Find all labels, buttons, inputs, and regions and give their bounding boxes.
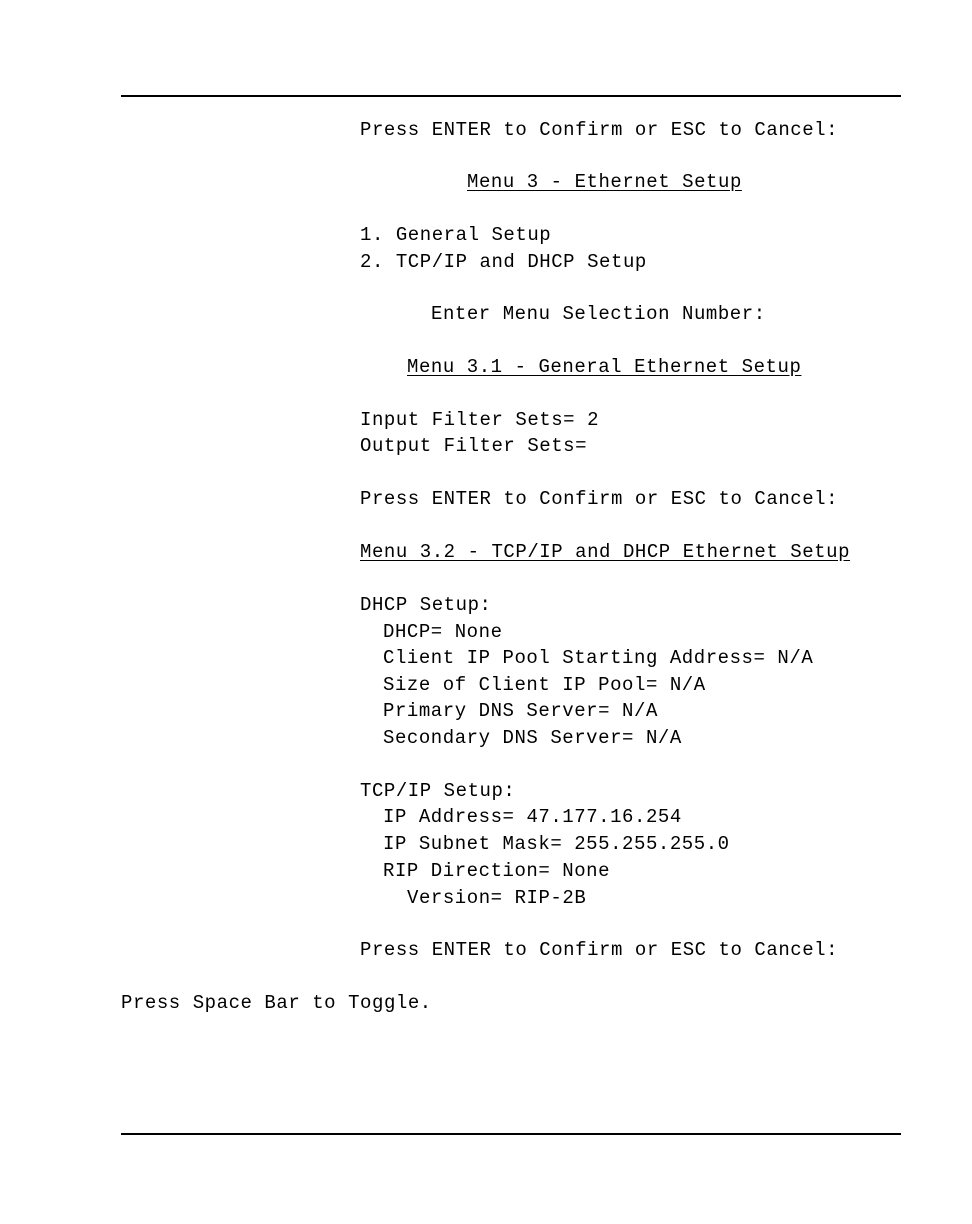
subnet-mask-row	[383, 832, 730, 856]
dhcp-setup-heading: DHCP Setup:	[360, 594, 492, 616]
subnet-mask-field[interactable]: 255.255.255.0	[574, 833, 730, 855]
secondary-dns-label: Secondary DNS Server=	[383, 727, 634, 749]
primary-dns-field[interactable]: N/A	[622, 700, 658, 722]
confirm-prompt: Press ENTER to Confirm or ESC to Cancel:	[360, 119, 839, 141]
primary-dns-row	[383, 699, 658, 723]
rip-direction-field[interactable]: None	[562, 860, 611, 882]
confirm-prompt: Press ENTER to Confirm or ESC to Cancel:	[360, 488, 839, 510]
menu-item-tcpip-dhcp-setup[interactable]: 2. TCP/IP and DHCP Setup	[360, 251, 647, 273]
ip-address-label: IP Address=	[383, 806, 515, 828]
rip-version-field[interactable]: RIP-2B	[514, 887, 587, 909]
rip-version-row	[407, 886, 586, 910]
rip-version-label: Version=	[407, 887, 503, 909]
menu-3-title: Menu 3 - Ethernet Setup	[467, 171, 742, 193]
client-ip-pool-row	[383, 646, 813, 670]
menu-3-1-title: Menu 3.1 - General Ethernet Setup	[407, 356, 802, 378]
rip-direction-row	[383, 859, 610, 883]
ip-address-field[interactable]: 47.177.16.254	[526, 806, 682, 828]
client-ip-pool-field[interactable]: N/A	[777, 647, 814, 669]
pool-size-label: Size of Client IP Pool=	[383, 674, 658, 696]
client-ip-pool-label: Client IP Pool Starting Address=	[383, 647, 766, 669]
tcpip-setup-heading: TCP/IP Setup:	[360, 780, 516, 802]
output-filter-sets-label: Output Filter Sets=	[360, 435, 588, 457]
menu-selection-prompt: Enter Menu Selection Number:	[431, 303, 766, 325]
ip-address-row	[383, 805, 682, 829]
rip-direction-label: RIP Direction=	[383, 860, 551, 882]
menu-3-2-title: Menu 3.2 - TCP/IP and DHCP Ethernet Setup	[360, 541, 851, 563]
input-filter-sets-field[interactable]: 2	[587, 409, 600, 431]
dhcp-field[interactable]: None	[454, 621, 503, 643]
pool-size-field[interactable]: N/A	[669, 674, 706, 696]
output-filter-sets-row	[360, 434, 587, 458]
primary-dns-label: Primary DNS Server=	[383, 700, 611, 722]
menu-item-general-setup[interactable]: 1. General Setup	[360, 224, 552, 246]
confirm-prompt: Press ENTER to Confirm or ESC to Cancel:	[360, 939, 839, 961]
input-filter-sets-row	[360, 408, 599, 432]
header-rule	[121, 95, 901, 97]
subnet-mask-label: IP Subnet Mask=	[383, 833, 563, 855]
footer-rule	[121, 1133, 901, 1135]
secondary-dns-field[interactable]: N/A	[645, 727, 682, 749]
pool-size-row	[383, 673, 706, 697]
secondary-dns-row	[383, 726, 682, 750]
toggle-hint: Press Space Bar to Toggle.	[121, 992, 432, 1014]
input-filter-sets-label: Input Filter Sets=	[360, 409, 576, 431]
dhcp-row	[383, 620, 503, 644]
dhcp-label: DHCP=	[383, 621, 443, 643]
